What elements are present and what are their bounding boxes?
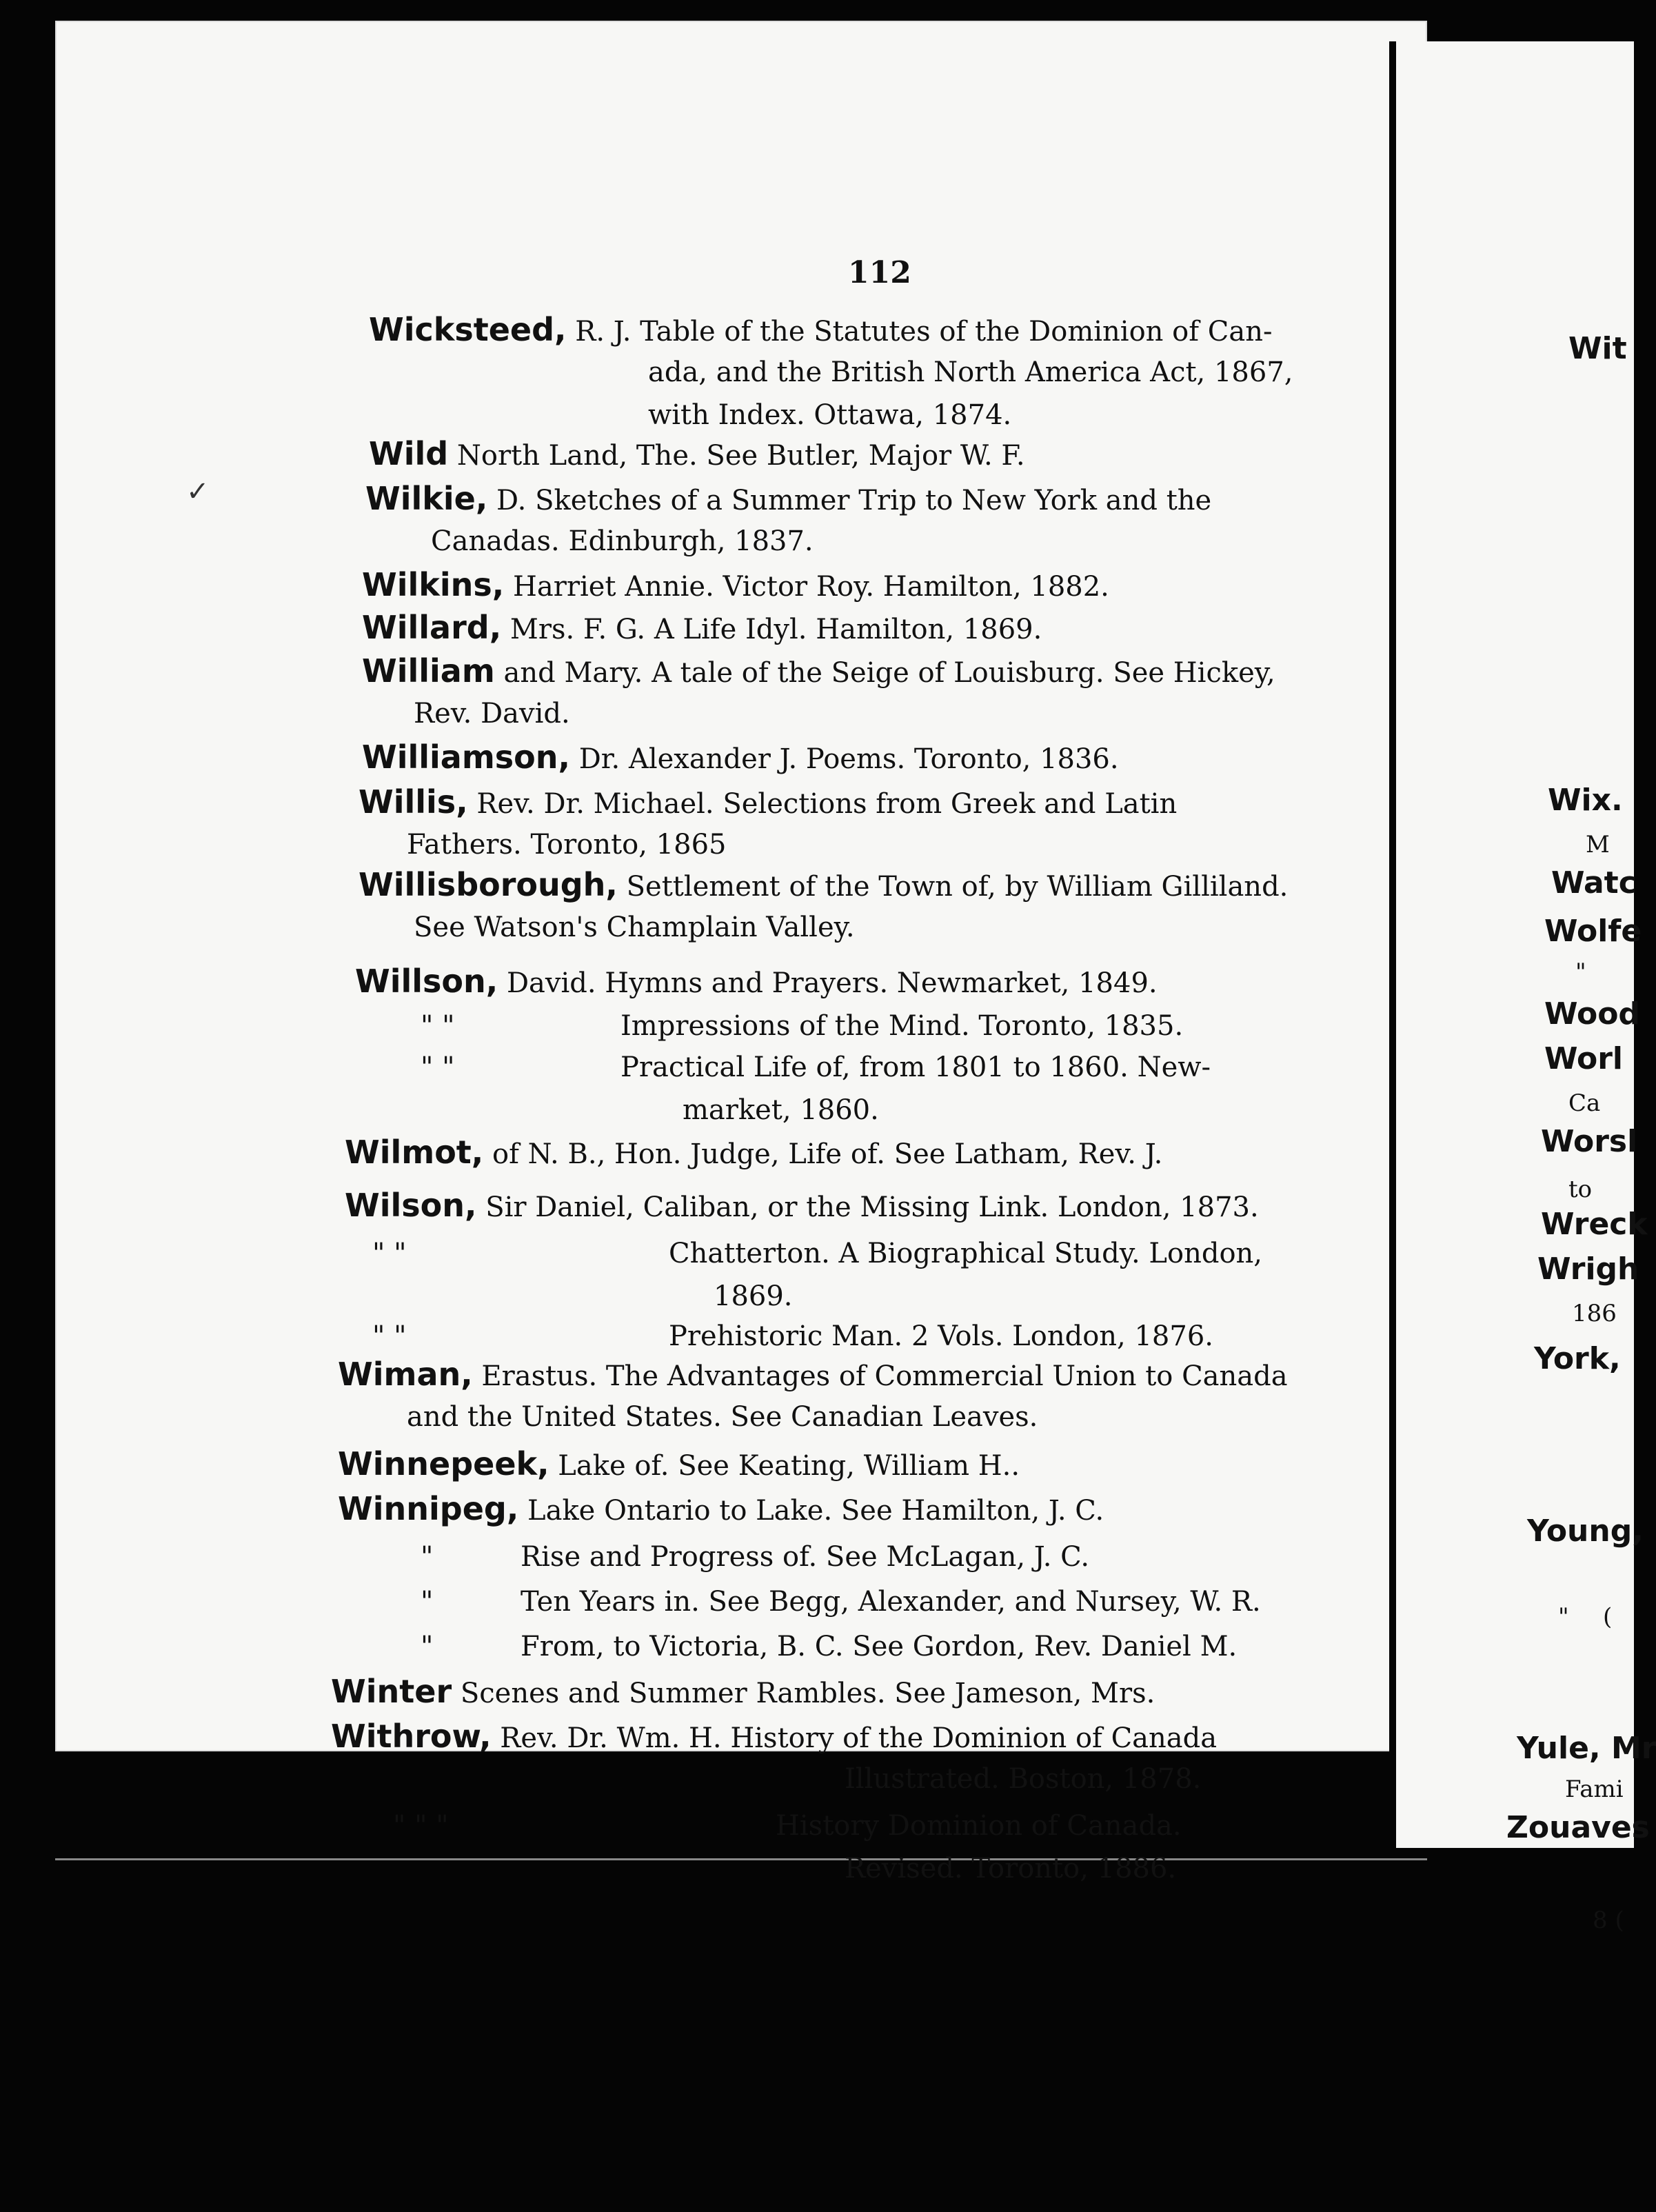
entry-continuation: Revised. Toronto, 1886.: [845, 1853, 1177, 1884]
entry-10: [355, 962, 1158, 1003]
entry-heading: Winnipeg,: [338, 1490, 519, 1527]
entry-text: Settlement of the Town of, by William Gilliland.: [617, 871, 1289, 903]
entry-heading: William: [362, 652, 495, 690]
fragment-worl: Worl: [1544, 1041, 1623, 1076]
entry-continuation: and the United States. See Canadian Leaves.: [407, 1401, 1038, 1433]
entry-heading: Wilson,: [345, 1187, 477, 1224]
entry-22: [421, 1627, 1238, 1666]
fragment-fami: Fami: [1565, 1776, 1624, 1803]
ditto-mark: " ": [372, 1320, 407, 1352]
entry-heading: Wicksteed,: [369, 311, 567, 348]
fragment-ditto-1: ": [1575, 958, 1586, 986]
ditto-mark: " ": [372, 1238, 407, 1269]
fragment-to: to: [1568, 1176, 1593, 1203]
entry-continuation: Rev. David.: [414, 698, 570, 730]
left-page: [55, 21, 1427, 1884]
entry-heading: Willis,: [359, 783, 468, 821]
entry-25: [393, 1807, 1182, 1845]
ditto-mark: ": [421, 1586, 434, 1618]
fragment-paren: (: [1603, 1603, 1613, 1631]
entry-heading: Williamson,: [362, 738, 570, 776]
entry-23: [331, 1672, 1155, 1713]
entry-19: [338, 1489, 1104, 1530]
entry-14: [345, 1186, 1259, 1227]
entry-text: Harriet Annie. Victor Roy. Hamilton, 1882.: [504, 571, 1109, 603]
entry-text: Rise and Progress of. See McLagan, J. C.: [521, 1541, 1090, 1573]
entry-text: Rev. Dr. Wm. H. History of the Dominion of Canada: [491, 1722, 1218, 1754]
margin-check-mark: ✓: [186, 476, 210, 507]
fragment-zouaves: Zouaves: [1506, 1810, 1650, 1845]
page-rule: [55, 1858, 1427, 1860]
entry-text: Dr. Alexander J. Poems. Toronto, 1836.: [570, 743, 1119, 775]
entry-7: [362, 738, 1119, 778]
entry-heading: Wilkie,: [365, 480, 488, 517]
fragment-wit: Wit: [1568, 331, 1627, 366]
entry-text: Lake Ontario to Lake. See Hamilton, J. C.: [518, 1495, 1104, 1527]
entry-text: Chatterton. A Biographical Study. London,: [669, 1238, 1262, 1269]
entry-18: [338, 1445, 1020, 1485]
entry-17: [338, 1355, 1288, 1396]
ditto-mark: " " ": [393, 1810, 449, 1842]
entry-text: From, to Victoria, B. C. See Gordon, Rev. Daniel M.: [521, 1631, 1238, 1662]
entry-4: [362, 565, 1109, 606]
entry-heading: Wilmot,: [345, 1134, 484, 1171]
entry-text: Lake of. See Keating, William H..: [549, 1450, 1020, 1482]
entry-continuation: See Watson's Champlain Valley.: [414, 912, 855, 943]
entry-text: Scenes and Summer Rambles. See Jameson, Mrs.: [452, 1678, 1155, 1709]
entry-16: [372, 1317, 1213, 1356]
entry-15: [372, 1234, 1262, 1273]
fragment-yule: Yule, Mr: [1517, 1731, 1656, 1766]
page-number: 112: [848, 255, 911, 290]
fragment-wix: Wix.: [1548, 783, 1623, 818]
fragment-york: York,: [1534, 1341, 1621, 1376]
fragment-wreck: Wreck: [1541, 1207, 1648, 1242]
fragment-wood: Wood: [1544, 996, 1640, 1032]
entry-text: North Land, The. See Butler, Major W. F.: [448, 440, 1025, 472]
entry-text: R. J. Table of the Statutes of the Dominion of Can-: [566, 316, 1273, 348]
entry-heading: Willard,: [362, 609, 502, 646]
entry-continuation: market, 1860.: [683, 1094, 879, 1126]
fragment-watc: Watc: [1551, 865, 1637, 901]
entry-5: [362, 608, 1042, 649]
entry-text: Prehistoric Man. 2 Vols. London, 1876.: [669, 1320, 1213, 1352]
fragment-wrigh: Wrigh: [1537, 1251, 1639, 1287]
entry-heading: Winnepeek,: [338, 1445, 549, 1482]
fragment-wolfe: Wolfe: [1544, 914, 1642, 949]
right-page-fragment: [1389, 41, 1656, 1934]
entry-1: [369, 310, 1273, 351]
entry-continuation: Canadas. Edinburgh, 1837.: [431, 525, 814, 557]
entry-continuation: with Index. Ottawa, 1874.: [648, 399, 1012, 431]
ditto-mark: ": [421, 1541, 434, 1573]
entry-text: Practical Life of, from 1801 to 1860. New-: [620, 1052, 1211, 1083]
fragment-ditto-2: ": [1558, 1603, 1569, 1631]
fragment-young: Young,: [1527, 1514, 1644, 1549]
entry-12: [421, 1048, 1211, 1087]
entry-heading: Withrow,: [331, 1718, 492, 1755]
entry-21: [421, 1582, 1261, 1621]
entry-9: [359, 865, 1288, 906]
ditto-mark: " ": [421, 1010, 455, 1042]
entry-text: History Dominion of Canada.: [776, 1810, 1182, 1842]
entry-heading: Willisborough,: [359, 866, 618, 903]
fragment-ca: Ca: [1568, 1089, 1601, 1117]
ditto-mark: ": [421, 1631, 434, 1662]
entry-continuation: ada, and the British North America Act, 1867,: [648, 356, 1293, 388]
entry-8: [359, 783, 1177, 823]
entry-continuation: 1869.: [714, 1280, 793, 1312]
entry-heading: Winter: [331, 1673, 452, 1710]
entry-text: Erastus. The Advantages of Commercial Union to Canada: [472, 1360, 1288, 1392]
ditto-mark: " ": [421, 1052, 455, 1083]
entry-continuation: Illustrated. Boston, 1878.: [845, 1763, 1202, 1795]
entry-24: [331, 1717, 1217, 1758]
entry-text: D. Sketches of a Summer Trip to New York and the: [487, 485, 1212, 516]
entry-text: Mrs. F. G. A Life Idyl. Hamilton, 1869.: [501, 614, 1042, 645]
entry-heading: Wilkins,: [362, 566, 505, 603]
entry-heading: Wild: [369, 435, 449, 472]
fragment-186: 186: [1572, 1300, 1617, 1327]
entry-11: [421, 1007, 1184, 1045]
entry-13: [345, 1133, 1162, 1174]
entry-text: Ten Years in. See Begg, Alexander, and Nursey, W. R.: [521, 1586, 1261, 1618]
entry-text: Impressions of the Mind. Toronto, 1835.: [620, 1010, 1184, 1042]
entry-text: David. Hymns and Prayers. Newmarket, 1849.: [498, 967, 1158, 999]
entry-text: Sir Daniel, Caliban, or the Missing Link. London, 1873.: [476, 1192, 1259, 1223]
entry-6: [362, 652, 1275, 692]
entry-heading: Wiman,: [338, 1356, 473, 1393]
entry-heading: Willson,: [355, 963, 498, 1000]
entry-text: of N. B., Hon. Judge, Life of. See Latham, Rev. J.: [483, 1138, 1163, 1170]
entry-text: Rev. Dr. Michael. Selections from Greek and Latin: [467, 788, 1178, 820]
entry-20: [421, 1538, 1090, 1576]
entry-3: [365, 479, 1211, 520]
entry-continuation: Fathers. Toronto, 1865: [407, 829, 727, 861]
fragment-m: M: [1586, 831, 1610, 858]
fragment-worsl: Worsl: [1541, 1124, 1638, 1159]
fragment-8: 8 (: [1593, 1907, 1624, 1934]
entry-2: [369, 434, 1025, 475]
entry-text: and Mary. A tale of the Seige of Louisburg. See Hickey,: [494, 657, 1275, 689]
